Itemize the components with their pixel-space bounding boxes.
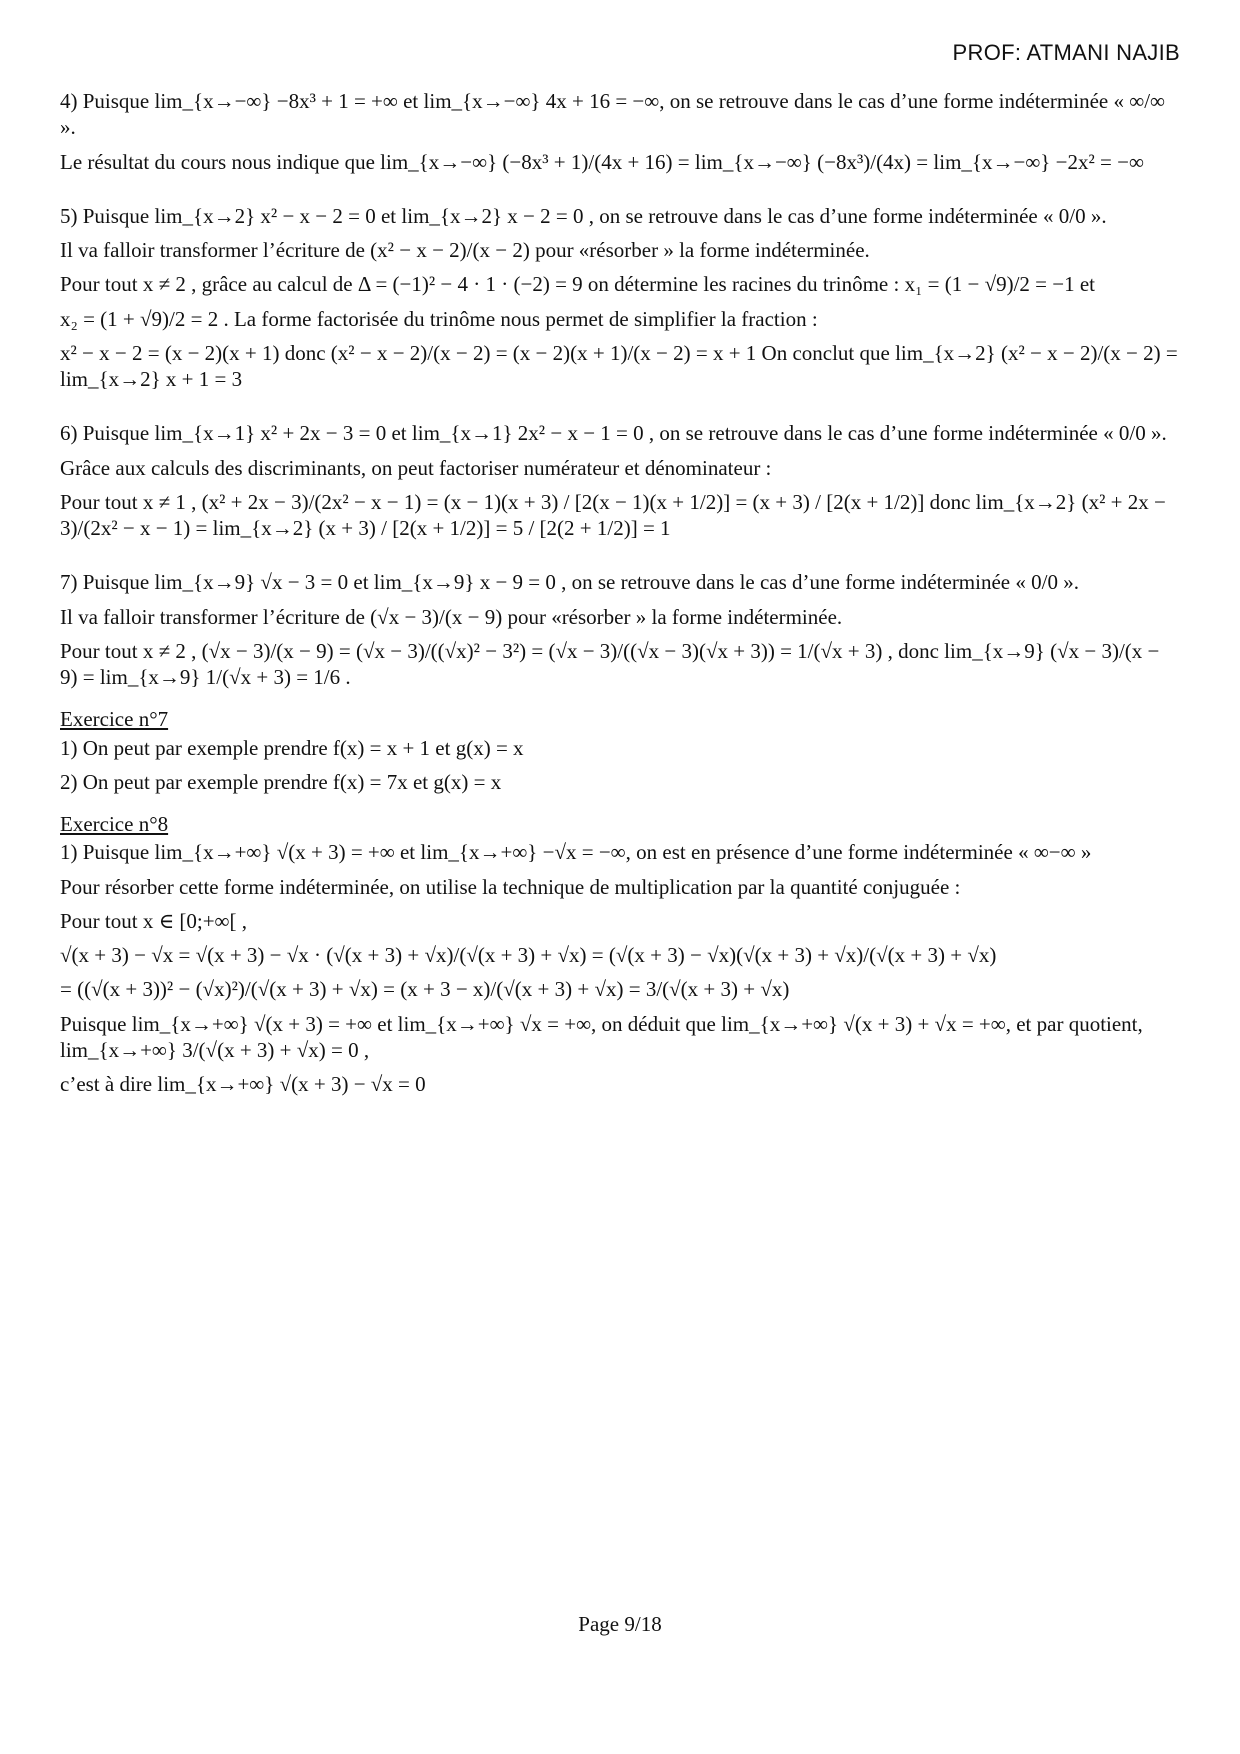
q6-line-3: Pour tout x ≠ 1 , (x² + 2x − 3)/(2x² − x − 1) = (x − 1)(x + 3) / [2(x − 1)(x + 1/2)] = (x + 3) / [2(x + 1/2)] donc lim_{x→2} (x² + 2x − 3)/(2x² − x − 1) = lim_{x→2} (x + 3) / [2(x + 1/2)] = 5 / [2(2 + 1/2)] = 1 [60, 489, 1166, 540]
ex7-line-1: 1) On peut par exemple prendre f(x) = x + 1 et g(x) = x [60, 735, 524, 760]
spacer [60, 549, 1180, 569]
exercise-8-title: Exercice n°8 [60, 812, 169, 836]
q5-line-1: 5) Puisque lim_{x→2} x² − x − 2 = 0 et lim_{x→2} x − 2 = 0 , on se retrouve dans le cas d’une forme indéterminée « 0/0 ». [60, 203, 1107, 228]
ex8-line-3: Pour tout x ∈ [0;+∞[ , [60, 908, 248, 933]
q7-line-1: 7) Puisque lim_{x→9} √x − 3 = 0 et lim_{x→9} x − 9 = 0 , on se retrouve dans le cas d’une forme indéterminée « 0/0 ». [60, 570, 1079, 595]
ex8-line-4: √(x + 3) − √x = √(x + 3) − √x · (√(x + 3) + √x)/(√(x + 3) + √x) = (√(x + 3) − √x)(√(x + 3) + √x)/(√(x + 3) + √x) [60, 943, 997, 967]
q5-line-3: Pour tout x ≠ 2 , grâce au calcul de Δ = (−1)² − 4 · 1 · (−2) = 9 on détermine les racines du trinôme : x₁ = (1 − √9)/2 = −1 et [60, 272, 1096, 297]
q5-line-5: x² − x − 2 = (x − 2)(x + 1) donc (x² − x − 2)/(x − 2) = (x − 2)(x + 1)/(x − 2) = x + 1 On conclut que lim_{x→2} (x² − x − 2)/(x − 2) = lim_{x→2} x + 1 = 3 [60, 340, 1178, 391]
q6-line-2: Grâce aux calculs des discriminants, on peut factoriser numérateur et dénominateur : [60, 455, 772, 480]
spacer [60, 400, 1180, 420]
ex8-line-7: c’est à dire lim_{x→+∞} √(x + 3) − √x = 0 [60, 1072, 426, 1096]
q7-line-3: Pour tout x ≠ 2 , (√x − 3)/(x − 9) = (√x − 3)/((√x)² − 3²) = (√x − 3)/((√x − 3)(√x + 3)) = 1/(√x + 3) , donc lim_{x→9} (√x − 3)/(x − 9) = lim_{x→9} 1/(√x + 3) = 1/6 . [60, 638, 1160, 689]
solution-content [60, 88, 1180, 1105]
ex7-line-2: 2) On peut par exemple prendre f(x) = 7x et g(x) = x [60, 769, 502, 794]
ex8-line-5: = ((√(x + 3))² − (√x)²)/(√(x + 3) + √x) = (x + 3 − x)/(√(x + 3) + √x) = 3/(√(x + 3) + √x) [60, 977, 790, 1002]
q7-line-2: Il va falloir transformer l’écriture de (√x − 3)/(x − 9) pour «résorber » la forme indéterminée. [60, 604, 843, 629]
ex8-line-1: 1) Puisque lim_{x→+∞} √(x + 3) = +∞ et lim_{x→+∞} −√x = −∞, on est en présence d’une forme indéterminée « ∞−∞ » [60, 840, 1092, 865]
ex8-line-2: Pour résorber cette forme indéterminée, on utilise la technique de multiplication par la quantité conjuguée : [60, 874, 961, 899]
ex8-line-6: Puisque lim_{x→+∞} √(x + 3) = +∞ et lim_{x→+∞} √x = +∞, on déduit que lim_{x→+∞} √(x + 3) + √x = +∞, et par quotient, lim_{x→+∞} 3/(√(x + 3) + √x) = 0 , [60, 1011, 1143, 1062]
exercise-7-title: Exercice n°7 [60, 707, 169, 732]
q4-line-1: 4) Puisque lim_{x→−∞} −8x³ + 1 = +∞ et lim_{x→−∞} 4x + 16 = −∞, on se retrouve dans le cas d’une forme indéterminée « ∞/∞ ». [60, 89, 1166, 140]
q6-line-1: 6) Puisque lim_{x→1} x² + 2x − 3 = 0 et lim_{x→1} 2x² − x − 1 = 0 , on se retrouve dans le cas d’une forme indéterminée « 0/0 ». [60, 421, 1167, 446]
q5-line-2: Il va falloir transformer l’écriture de (x² − x − 2)/(x − 2) pour «résorber » la forme indéterminée. [60, 238, 870, 262]
spacer [60, 183, 1180, 203]
author-header: PROF: ATMANI NAJIB [952, 40, 1180, 65]
q4-line-2: Le résultat du cours nous indique que lim_{x→−∞} (−8x³ + 1)/(4x + 16) = lim_{x→−∞} (−8x³)/(4x) = lim_{x→−∞} −2x² = −∞ [60, 149, 1144, 174]
q5-line-4: x₂ = (1 + √9)/2 = 2 . La forme factorisée du trinôme nous permet de simplifier la fraction : [60, 306, 818, 331]
page-number: Page 9/18 [578, 1612, 662, 1636]
